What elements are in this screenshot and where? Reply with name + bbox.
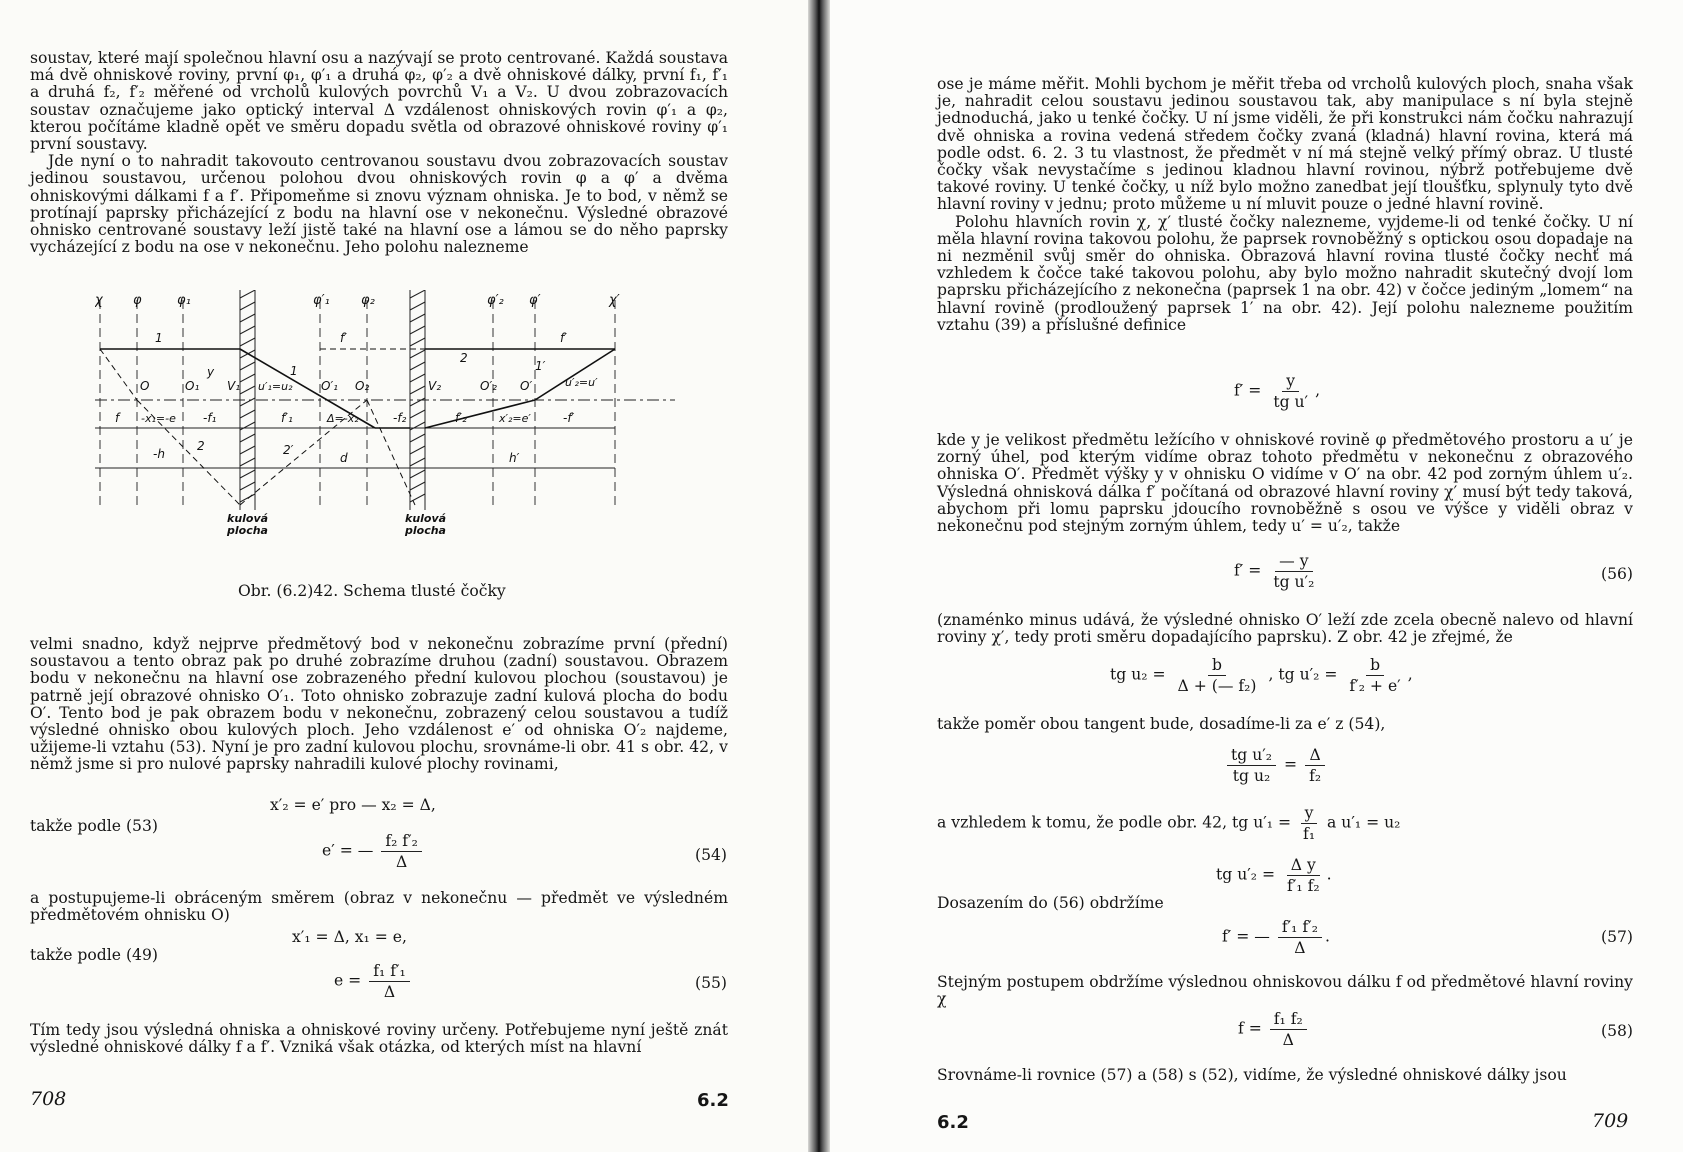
label-u2pu: u′₂=u′ bbox=[565, 376, 598, 389]
label-hp: h′ bbox=[509, 451, 520, 465]
label-mf1: -f₁ bbox=[203, 411, 217, 425]
left-page bbox=[0, 0, 815, 1152]
equation-55: e = $\frac{\text{f₁ f′₁}}{\Delta}$ bbox=[334, 962, 413, 1001]
equation-54: e′ = — $\frac{\text{f₂ f′₂}}{\Delta}$ bbox=[322, 832, 425, 871]
label-u1u2: u′₁=u₂ bbox=[258, 380, 293, 393]
label-phi1: φ₁ bbox=[177, 293, 191, 308]
equation-tgu2: tg u′₂ = $\frac{\text{Δ y}}{\text{f′₁ f₂}}$ . bbox=[1216, 856, 1332, 895]
right-page bbox=[830, 0, 1683, 1152]
section-number-right: 6.2 bbox=[937, 1112, 969, 1133]
equation-number-58: (58) bbox=[1601, 1022, 1634, 1040]
paragraph: a postupujeme-li obráceným směrem (obraz v nekonečnu — předmět ve výsledném předmětovém ohnisku O) bbox=[30, 889, 728, 925]
label-sphere-2: kulová plocha bbox=[405, 512, 447, 537]
equation-39: f′ = $\frac{y}{\text{tg u′}}$ , bbox=[1234, 372, 1321, 411]
label-O2: O₂ bbox=[355, 379, 370, 393]
label-podle-49: takže podle (49) bbox=[30, 946, 158, 964]
paragraph: Tím tedy jsou výsledná ohniska a ohniskové roviny určeny. Potřebujeme nyní ještě znát výsledné ohniskové dálky f a f′. Vzniká však otázka, od kterých míst na hlavní bbox=[30, 1021, 728, 1057]
focal-planes bbox=[100, 300, 615, 510]
label-fp-top2: f′ bbox=[560, 331, 567, 345]
right-text-block-2 bbox=[937, 432, 1633, 535]
label-chip: χ′ bbox=[609, 293, 620, 308]
equation-ratio: $\frac{\text{tg u′₂}}{\text{tg u₂}}$ = $\frac{\Delta}{\text{f₂}}$ bbox=[1224, 746, 1328, 785]
text-pomer: takže poměr obou tangent bude, dosadíme-li za e′ z (54), bbox=[937, 715, 1386, 733]
thick-lens-diagram bbox=[95, 290, 675, 580]
label-phi1p: φ′₁ bbox=[313, 293, 330, 308]
label-mh: -h bbox=[153, 447, 165, 461]
paragraph: soustav, které mají společnou hlavní osu a nazývají se proto centrované. Každá soustava má dvě ohniskové roviny, první φ₁, φ′₁ a druhá φ₂, φ′₂ a dvě ohniskové dálky, první f₁, f′₁ a druhá f₂, f′₂ měřené od vrcholů kulových povrchů V₁ a V₂. U dvou zobrazovacích soustav označujeme jako optický interval Δ vzdálenost ohniskových rovin φ′₁ a φ₂, kterou počítáme kladně opět ve směru dopadu světla od obrazové ohniskové roviny φ′₁ první soustavy. bbox=[30, 49, 728, 154]
label-mf2: -f₂ bbox=[393, 411, 407, 425]
label-fp-top: f′ bbox=[340, 331, 347, 345]
equation-56: f′ = $\frac{— y}{\text{tg u′₂}}$ bbox=[1234, 552, 1315, 591]
label-O1p: O′₁ bbox=[321, 379, 338, 393]
label-phi2: φ₂ bbox=[361, 293, 375, 308]
page-number-left: 708 bbox=[30, 1088, 67, 1110]
right-text-block-1 bbox=[937, 76, 1633, 334]
label-ray-2p: 2′ bbox=[283, 443, 294, 457]
left-text-block-3 bbox=[30, 890, 728, 924]
paragraph: kde y je velikost předmětu ležícího v ohniskové rovině φ předmětového prostoru a u′ je zorný úhel, pod kterým vidíme obraz tohoto předmětu v nekonečnu z obrazového ohniska O′. Předmět výšky y v ohnisku O vidíme v O′ na obr. 42 pod zorným úhlem u′₂. Výsledná ohnisková dálka f′ počítaná od obrazové hlavní roviny χ′ musí být tedy taková, abychom při lomu paprsku jdoucího rovnoběžně s osou ve výšce y viděli obraz v nekonečnu pod stejným zorným úhlem, tedy u′ = u′₂, takže bbox=[937, 431, 1633, 536]
label-mfp: -f′ bbox=[563, 411, 575, 425]
label-f: f bbox=[115, 411, 120, 425]
equation-57: f′ = — $\frac{\text{f′₁ f′₂}}{\Delta}$ . bbox=[1222, 918, 1330, 957]
left-text-block-2 bbox=[30, 636, 728, 774]
label-d: d bbox=[340, 451, 348, 465]
label-f2p: f′₂ bbox=[455, 411, 467, 425]
label-ray-1: 1 bbox=[155, 331, 163, 345]
equation-x2: x′₂ = e′ pro — x₂ = Δ, bbox=[270, 796, 436, 814]
equation-number-57: (57) bbox=[1601, 928, 1634, 946]
label-ray-1b: 1 bbox=[290, 364, 298, 378]
label-O1: O₁ bbox=[185, 379, 200, 393]
equation-x1: x′₁ = Δ, x₁ = e, bbox=[292, 928, 407, 946]
equation-number-54: (54) bbox=[695, 846, 728, 864]
label-x1e: -x₁=-e bbox=[141, 412, 176, 425]
paragraph: ose je máme měřit. Mohli bychom je měřit třeba od vrcholů kulových ploch, snaha však je, nahradit celou soustavu jedinou soustavou tak, aby manipulace s ní byla stejně jednoduchá, jako u tenké čočky. U ní jsme viděli, že při konstrukci nám čočku nahrazují dvě ohniska a rovina vedená středem čočky zvaná (kladná) hlavní rovina, která má podle odst. 6. 2. 3 tu vlastnost, že předmět v ní má stejně velký přímý obraz. U tlusté čočky však nevystačíme s jedinou kladnou hlavní rovinou, nýbrž potřebujeme dvě takové roviny. U tenké čočky, u níž bylo možno zanedbat její tloušťku, splynuly tyto dvě hlavní roviny v jednu; proto můžeme u ní mluvit pouze o jedné hlavní rovině. bbox=[937, 75, 1633, 214]
label-phi: φ bbox=[133, 293, 142, 308]
label-sphere-1: kulová plocha bbox=[227, 512, 269, 537]
equation-number-55: (55) bbox=[695, 974, 728, 992]
paragraph: velmi snadno, když nejprve předmětový bod v nekonečnu zobrazíme první (přední) soustavou a tento obraz pak po druhé zobrazíme druhou (zadní) soustavou. Obrazem bodu v nekonečnu na hlavní ose zobrazeného přední kulovou plochou (soustavou) je patrně její obrazové ohnisko O′₁. Toto ohnisko zobrazuje zadní kulová plocha do bodu O′. Tento bod je pak obrazem bodu v nekonečnu, zobrazený celou soustavou a tudíž výsledné ohnisko obou kulových ploch. Jeho vzdálenost e′ od ohniska O′₂ najdeme, užijeme-li vztahu (53). Nyní je pro zadní kulovou plochu, srovnáme-li obr. 41 s obr. 42, v němž jsme si pro nulové paprsky nahradili kulové plochy rovinami, bbox=[30, 635, 728, 774]
section-number-left: 6.2 bbox=[697, 1090, 729, 1111]
equation-number-56: (56) bbox=[1601, 565, 1634, 583]
book-gutter bbox=[808, 0, 830, 1152]
label-x2e: x′₂=e′ bbox=[499, 412, 531, 425]
paragraph: Stejným postupem obdržíme výslednou ohniskovou dálku f od předmětové hlavní roviny χ bbox=[937, 973, 1633, 1009]
paragraph: (znaménko minus udává, že výsledné ohnisko O′ leží zde zcela obecně nalevo od hlavní roviny χ′, tedy proti směru dopadajícího paprsku). Z obr. 42 je zřejmé, že bbox=[937, 611, 1633, 647]
right-text-block-3 bbox=[937, 612, 1633, 646]
label-ray-2: 2 bbox=[460, 351, 468, 365]
label-V1: V₁ bbox=[227, 379, 241, 393]
label-phip: φ′ bbox=[529, 293, 541, 308]
page-number-right: 709 bbox=[1592, 1110, 1629, 1132]
label-ray-2b: 2 bbox=[197, 439, 205, 453]
left-text-block-4 bbox=[30, 1022, 728, 1056]
left-text-block-1 bbox=[30, 50, 728, 256]
right-text-block-4 bbox=[937, 974, 1633, 1008]
label-delta: Δ=-x₂ bbox=[327, 412, 359, 425]
label-y: y bbox=[207, 365, 215, 379]
label-phi2p: φ′₂ bbox=[487, 293, 504, 308]
label-podle-53: takže podle (53) bbox=[30, 817, 158, 835]
label-ray-1p: 1′ bbox=[535, 359, 546, 373]
equation-tangents: tg u₂ = $\frac{b}{\text{Δ + (— f₂)}}$ , tg u′₂ = $\frac{b}{\text{f′₂ + e′}}$ , bbox=[1110, 656, 1413, 695]
text-srovname: Srovnáme-li rovnice (57) a (58) s (52), vidíme, že výsledné ohniskové dálky jsou bbox=[937, 1066, 1567, 1084]
label-Op: O′ bbox=[520, 379, 533, 393]
label-V2: V₂ bbox=[428, 379, 442, 393]
label-O: O bbox=[140, 379, 150, 393]
text-vzhledem: a vzhledem k tomu, že podle obr. 42, tg u′₁ = $\frac{y}{\text{f₁}}$ a u′₁ = u₂ bbox=[937, 804, 1401, 843]
label-f1p: f′₁ bbox=[281, 411, 293, 425]
equation-58: f = $\frac{\text{f₁ f₂}}{\Delta}$ bbox=[1238, 1010, 1310, 1049]
label-O2p: O′₂ bbox=[480, 379, 497, 393]
label-dosazenim: Dosazením do (56) obdržíme bbox=[937, 894, 1164, 912]
label-chi: χ bbox=[95, 293, 103, 308]
figure-caption: Obr. (6.2)42. Schema tlusté čočky bbox=[238, 582, 506, 600]
paragraph: Jde nyní o to nahradit takovouto centrovanou soustavu dvou zobrazovacích soustav jedinou soustavou, určenou polohou dvou ohniskových rovin φ a φ′ a dvěma ohniskovými dálkami f a f′. Připomeňme si znovu význam ohniska. Je to bod, v němž se protínají paprsky přicházející z bodu na hlavní ose v nekonečnu. Výsledné obrazové ohnisko centrované soustavy leží jistě také na hlavní ose a lámou se do něho paprsky vycházející z bodu na ose v nekonečnu. Jeho polohu nalezneme bbox=[30, 152, 728, 257]
paragraph: Polohu hlavních rovin χ, χ′ tlusté čočky nalezneme, vyjdeme-li od tenké čočky. U ní měla hlavní rovina takovou polohu, že paprsek rovnoběžný s optickou osou dopadaje na ni nezměnil svůj směr do ohniska. Obrazová hlavní rovina tlusté čočky nechť má vzhledem k čočce také takovou polohu, aby bylo možno nahradit skutečný dvojí lom paprsku přicházejícího z nekonečna (paprsek 1 na obr. 42) v čočce jediným „lomem“ na hlavní rovině (prodloužený paprsek 1′ na obr. 42). Její polohu nalezneme použitím vztahu (39) a příslušné definice bbox=[937, 212, 1633, 334]
